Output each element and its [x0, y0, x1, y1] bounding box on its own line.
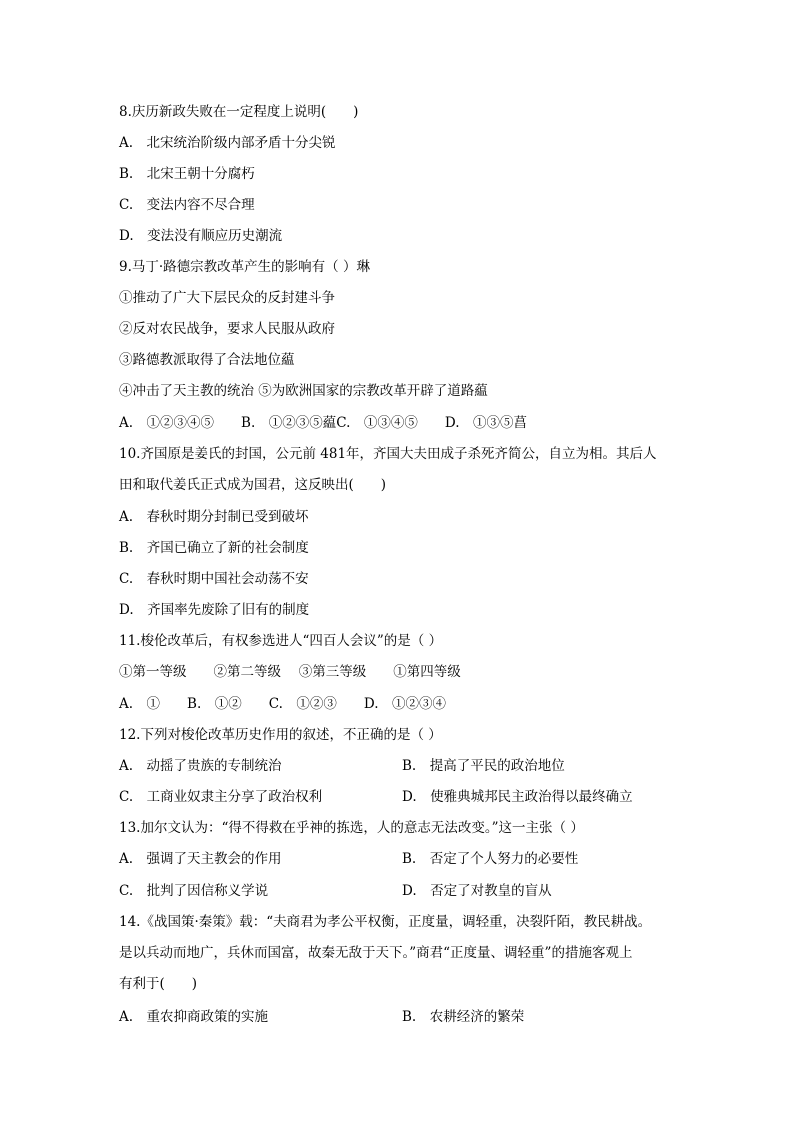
q10-option-b: B. 齐国已确立了新的社会制度	[119, 540, 309, 556]
q11-items: ①第一等级 ②第二等级 ③第三等级 ①第四等级	[119, 664, 461, 680]
q14-option-b: B. 农耕经济的繁荣	[402, 1009, 525, 1025]
q8-option-c: C. 变法内容不尽合理	[119, 197, 255, 213]
q13-option-d: D. 否定了对教皇的盲从	[402, 883, 552, 899]
q13-option-b: B. 否定了个人努力的必要性	[402, 851, 579, 867]
q11-options: A. ① B. ①② C. ①②③ D. ①②③④	[119, 696, 447, 712]
q14-stem-line2: 是以兵动而地广，兵休而国富，故秦无敌于天下。”商君“正度量、调轻重”的措施客观上	[119, 945, 633, 961]
q10-stem-line2: 田和取代姜氏正式成为国君，这反映出( )	[119, 477, 387, 493]
q13-option-c: C. 批判了因信称义学说	[119, 883, 269, 899]
q13-stem: 13.加尔文认为：“得不得救在乎神的拣选，人的意志无法改变。”这一主张（ ）	[119, 820, 584, 836]
q12-option-a: A. 动摇了贵族的专制统治	[119, 758, 282, 774]
q9-item-4: ④冲击了天主教的统治 ⑤为欧洲国家的宗教改革开辟了道路藴	[119, 383, 488, 399]
q14-option-a: A. 重农抑商政策的实施	[119, 1009, 269, 1025]
q9-item-1: ①推动了广大下层民众的反封建斗争	[119, 290, 335, 306]
q13-option-a: A. 强调了天主教会的作用	[119, 851, 282, 867]
q11-stem: 11.梭伦改革后，有权参选进人“四百人会议”的是（ ）	[119, 633, 443, 649]
q14-stem-line3: 有利于( )	[119, 976, 198, 992]
q14-stem-line1: 14.《战国策·秦策》载：“夫商君为孝公平权衡，正度量，调轻重，决裂阡陌，教民耕战。	[119, 914, 652, 930]
q8-stem: 8.庆历新政失败在一定程度上说明( )	[119, 104, 359, 120]
q9-options: A. ①②③④⑤ B. ①②③⑤藴C. ①③④⑤ D. ①③⑤菖	[119, 415, 528, 431]
q9-stem: 9.马丁·路德宗教改革产生的影响有（ ）琳	[119, 259, 370, 275]
q12-option-d: D. 使雅典城邦民主政治得以最终确立	[402, 789, 633, 805]
q9-item-2: ②反对农民战争，要求人民服从政府	[119, 321, 335, 337]
q10-option-c: C. 春秋时期中国社会动荡不安	[119, 571, 309, 587]
q8-option-a: A. 北宋统治阶级内部矛盾十分尖锐	[119, 135, 336, 151]
q12-stem: 12.下列对梭伦改革历史作用的叙述，不正确的是（ ）	[119, 727, 442, 743]
q10-option-d: D. 齐国率先废除了旧有的制度	[119, 602, 310, 618]
q12-option-c: C. 工商业奴隶主分享了政治权利	[119, 789, 323, 805]
q9-item-3: ③路德教派取得了合法地位藴	[119, 352, 295, 368]
q10-stem-line1: 10.齐国原是姜氏的封国，公元前 481年，齐国大夫田成子杀死齐简公，自立为相。其后人	[119, 446, 657, 462]
q12-option-b: B. 提高了平民的政治地位	[402, 758, 565, 774]
q10-option-a: A. 春秋时期分封制已受到破坏	[119, 509, 309, 525]
q8-option-d: D. 变法没有顺应历史潮流	[119, 228, 283, 244]
q8-option-b: B. 北宋王朝十分腐朽	[119, 166, 255, 182]
